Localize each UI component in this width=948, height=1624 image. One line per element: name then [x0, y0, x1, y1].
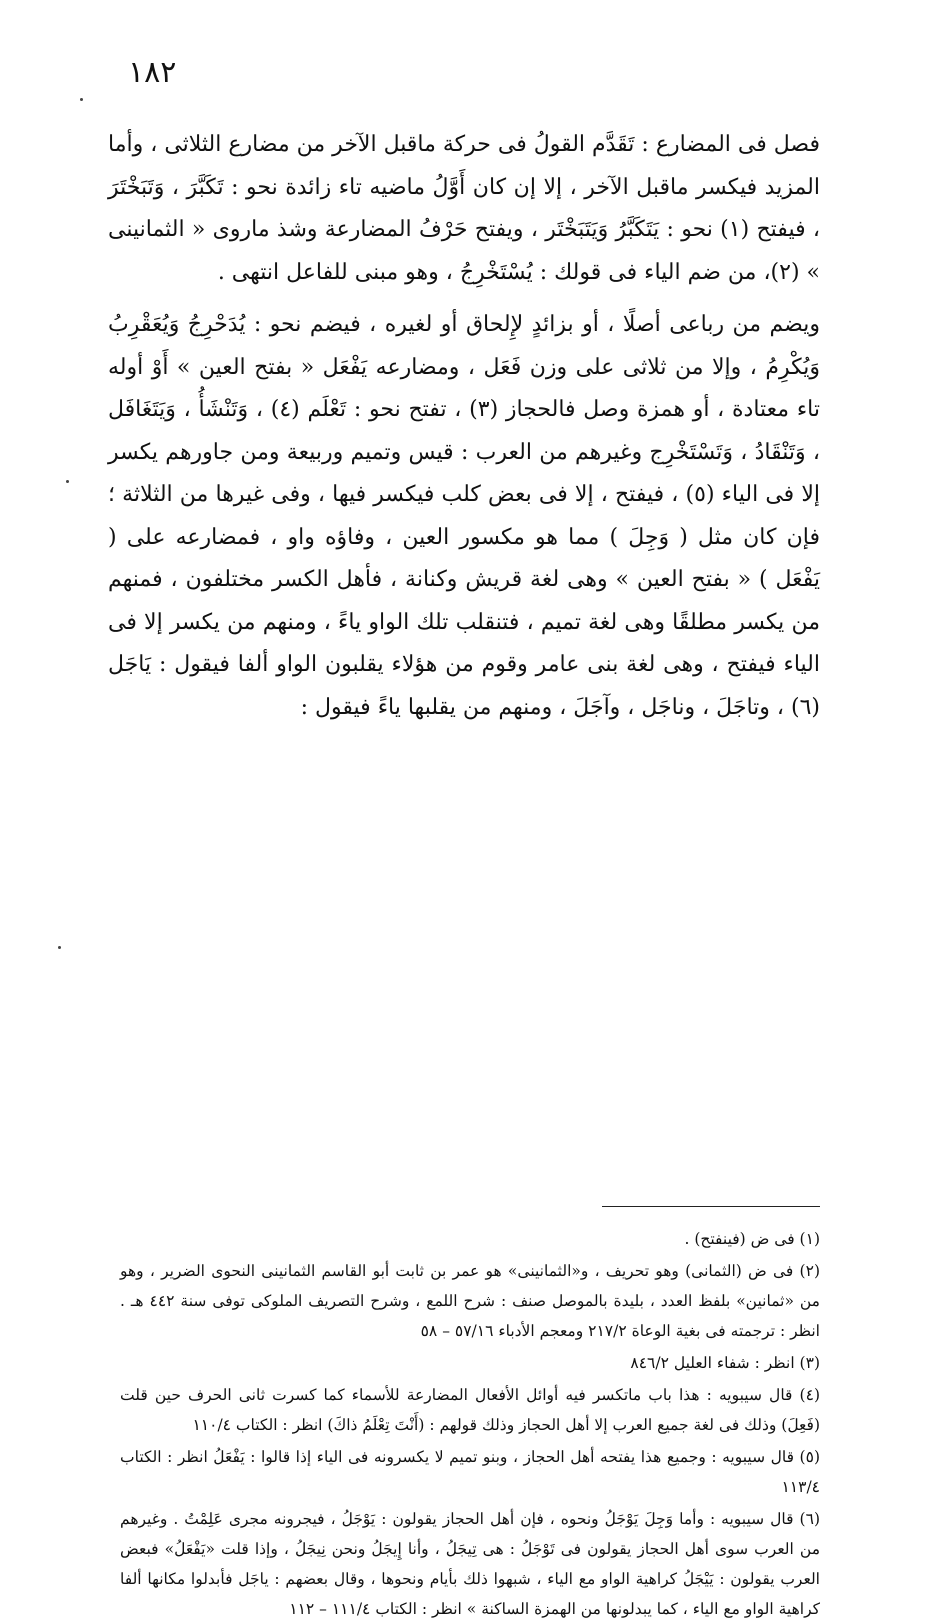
footnote: (٦) قال سيبويه : وأما وَجِلَ يَوْجَلُ ونحوه ، فإن أهل الحجاز يقولون : يَوْجَلُ ، فيجرونه مجرى عَلِمْتُ . وغيرهم من العرب سوى أهل الحجاز يقولون فى تَوْجَلُ : هى تِيجَلُ ، وأنا إِيجَلُ ونحن نِيجَلُ ، وإذا قلت «يَفْعَلُ» فبعض العرب يقولون : يَيْجَلُ كراهية الواو مع الياء ، شبهوا ذلك بأيام ونحوها ، وقال بعضهم : ياجَل فأبدلوا مكانها ألفا كراهية الواو مع الياء ، كما يبدلونها من الهمزة الساكنة » انظر : الكتاب ١١١/٤ – ١١٢: [120, 1510, 820, 1618]
footnote-separator: [602, 1206, 820, 1207]
print-speck: [66, 480, 69, 483]
footnote: (٤) قال سيبويه : هذا باب ماتكسر فيه أوائل الأفعال المضارعة للأسماء كما كسرت ثانى الحرف حين قلت (فَعِلَ) وذلك فى لغة جميع العرب إلا أهل الحجاز وذلك قولهم : (أَنْتَ تِعْلَمُ ذاكَ) انظر : الكتاب ١١٠/٤: [120, 1386, 820, 1434]
print-speck: [58, 946, 61, 949]
print-speck: [80, 98, 83, 101]
body-paragraph: فصل فى المضارع : تَقَدَّم القولُ فى حركة ماقبل الآخر من مضارع الثلاثى ، وأما المزيد فيكسر ماقبل الآخر ، إلا إن كان أَوَّلُ ماضيه تاء زائدة نحو : تَكَبَّرَ ، وَتَبَخْتَرَ ، فيفتح (١) نحو : يَتَكَبَّرُ وَيَتَبَخْتَر ، ويفتح حَرْفُ المضارعة وشذ ماروى « الثمانينى » (٢)، من ضم الياء فى قولك : يُسْتَخْرِجُ ، وهو مبنى للفاعل انتهى .: [108, 132, 820, 285]
body-paragraph: ويضم من رباعى أصلًا ، أو بزائدٍ لإِلحاق أو لغيره ، فيضم نحو : يُدَحْرِجُ وَيُعَقْرِبُ وَيُكْرِمُ ، وإلا من ثلاثى على وزن فَعَل ، ومضارعه يَفْعَل « بفتح العين » أَوْ أوله تاء معتادة ، أو همزة وصل فالحجاز (٣) ، تفتح نحو : تَعْلَم (٤) ، وَتَنْشَأُ ، وَيَتَغَافَل ، وَتَنْقَادُ ، وَتَسْتَخْرِج وغيرهم من العرب : قيس وتميم وربيعة ومن جاورهم يكسر إلا فى الياء (٥) ، فيفتح ، إلا فى بعض كلب فيكسر فيها ، وفى غيرها من الثلاثة ؛ فإن كان مثل ( وَجِلَ ) مما هو مكسور العين ، وفاؤه واو ، فمضارعه على ( يَفْعَل ) « بفتح العين » وهى لغة قريش وكنانة ، فأهل الكسر مختلفون ، فمنهم من يكسر مطلقًا وهى لغة تميم ، فتنقلب تلك الواو ياءً ، ومنهم من يكسر إلا فى الياء فيفتح ، وهى لغة بنى عامر وقوم من هؤلاء يقلبون الواو ألفا فيقول : يَاجَل (٦) ، وتاجَلَ ، وناجَل ، وآجَلَ ، ومنهم من يقلبها ياءً فيقول :: [108, 312, 821, 720]
footnote: (٣) انظر : شفاء العليل ٨٤٦/٢: [630, 1354, 820, 1372]
main-text: [108, 124, 820, 729]
footnote: (٥) قال سيبويه : وجميع هذا يفتحه أهل الحجاز ، وبنو تميم لا يكسرونه فى الياء إذا قالوا : يَفْعَلُ انظر : الكتاب ١١٣/٤: [120, 1448, 820, 1496]
footnotes: [120, 1224, 820, 1624]
page-number: ١٨٢: [128, 55, 177, 90]
footnote: (١) فى ض (فينفتح) .: [684, 1230, 820, 1248]
footnote: (٢) فى ض (الثمانى) وهو تحريف ، و«الثمانينى» هو عمر بن ثابت أبو القاسم الثمانينى النحوى الضرير ، وهو من «ثمانين» بلفظ العدد ، بليدة بالموصل صنف : شرح اللمع ، وشرح التصريف الملوكى توفى سنة ٤٤٢ هـ . انظر : ترجمته فى بغية الوعاة ٢١٧/٢ ومعجم الأدباء ٥٧/١٦ – ٥٨: [120, 1262, 820, 1340]
